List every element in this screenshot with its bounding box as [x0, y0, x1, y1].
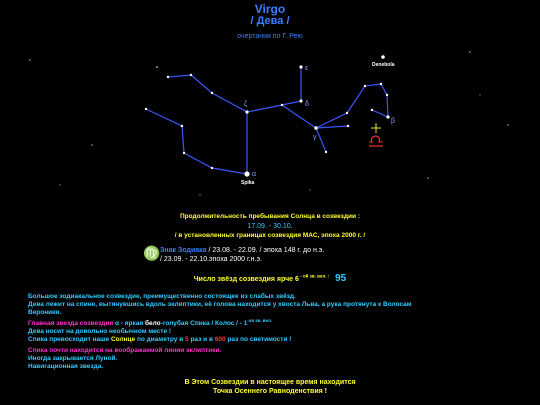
constellation-stars [145, 55, 390, 176]
main-star-text-2: -голубая Спика / Колос / - 1 [160, 320, 248, 328]
line6-b: по диаметру в [135, 336, 186, 344]
line6-n1: 5 [185, 336, 189, 344]
constellation-lines [146, 67, 388, 174]
description [28, 293, 412, 344]
star-count [0, 273, 540, 284]
star-gamma [314, 126, 318, 130]
note-ecliptic: Спика почти находится на воображаемой линии эклиптики. [28, 347, 222, 354]
libra-icon [369, 136, 383, 146]
line6-d: раз по светимости ! [225, 336, 292, 344]
main-star-sup: -ая зв. вел. [247, 318, 273, 323]
line6-n2: 600 [214, 336, 226, 344]
equinox-line-1: В Этом Созвездии в настоящее время находится [184, 379, 356, 386]
star-delta [299, 99, 302, 102]
virgo-zodiac-icon: ♍ [143, 245, 161, 261]
notes [28, 347, 221, 371]
star-beta [386, 115, 389, 118]
star-count-sup: - ой зв. вел. : [298, 273, 330, 279]
desc-line-2: Дева лежит на спине, вытянувшись вдоль эклиптики, её голова находится у хвоста Льва, а рука протянута к Волосам [28, 301, 412, 308]
star-alpha [244, 171, 249, 176]
note-navigation: Навигационная звезда. [28, 363, 104, 370]
desc-main-star [28, 317, 412, 328]
label-beta: β [391, 118, 396, 125]
iau-note: / в установленных границах созвездия МАС, эпоха 2000 г. / [174, 232, 366, 239]
equinox-line-2: Точка Осеннего Равноденствия ! [212, 388, 327, 395]
star-epsilon [299, 65, 302, 68]
main-star-text-1: α - яркая [113, 320, 145, 328]
page-title: Virgo [254, 2, 286, 16]
equinox-note [0, 378, 540, 396]
desc-line-6 [28, 336, 412, 344]
desc-line-1: Большое зодиакальное созвездие, преимущественно состоящее из слабых звёзд. [28, 293, 296, 300]
line6-sun: Солнце [110, 336, 136, 344]
main-star-label: Главная звезда созвездия [28, 320, 114, 328]
zodiac-epoch-2: / 23.09. - 22.10.эпоха 2000 г.н.э. [160, 256, 262, 263]
zodiac-line-1 [160, 247, 324, 254]
sun-dates: 17.09. - 30.10. [247, 223, 293, 230]
star-count-value: 95 [335, 273, 347, 284]
ecliptic-cross [371, 123, 381, 133]
label-zeta: ζ [244, 101, 248, 108]
sun-duration-label: Продолжительность пребывания Солнца в созвездии : [180, 213, 360, 220]
desc-line-5: Дева носит на довольно необычном месте ! [28, 328, 172, 336]
label-spica: Spika [241, 180, 255, 186]
label-epsilon: ε [305, 65, 309, 72]
outline-author: очертания по Г. Рею [237, 33, 303, 40]
zodiac-epoch-1: / 23.08. - 22.09. / эпоха 148 г. до н.э. [206, 247, 325, 254]
line6-c: раз и в [188, 336, 215, 344]
label-denebola: Denebola [372, 62, 395, 68]
label-delta: δ [305, 101, 309, 108]
star-count-label: Число звёзд созвездия ярче 6 [193, 276, 299, 283]
label-gamma: γ [313, 134, 317, 141]
background-stars [29, 51, 508, 195]
star-denebola [381, 55, 385, 59]
star-zeta [245, 110, 248, 113]
desc-line-3: Вероники. [28, 309, 62, 316]
label-alpha: α [252, 171, 257, 178]
main-star-white: бело [145, 320, 161, 328]
note-moon: Иногда закрывается Луной. [28, 355, 118, 362]
page-subtitle: / Дева / [250, 15, 290, 27]
line6-a: Спика превосходит наше [28, 336, 111, 344]
zodiac-label: Знак Зодиака [160, 247, 207, 254]
